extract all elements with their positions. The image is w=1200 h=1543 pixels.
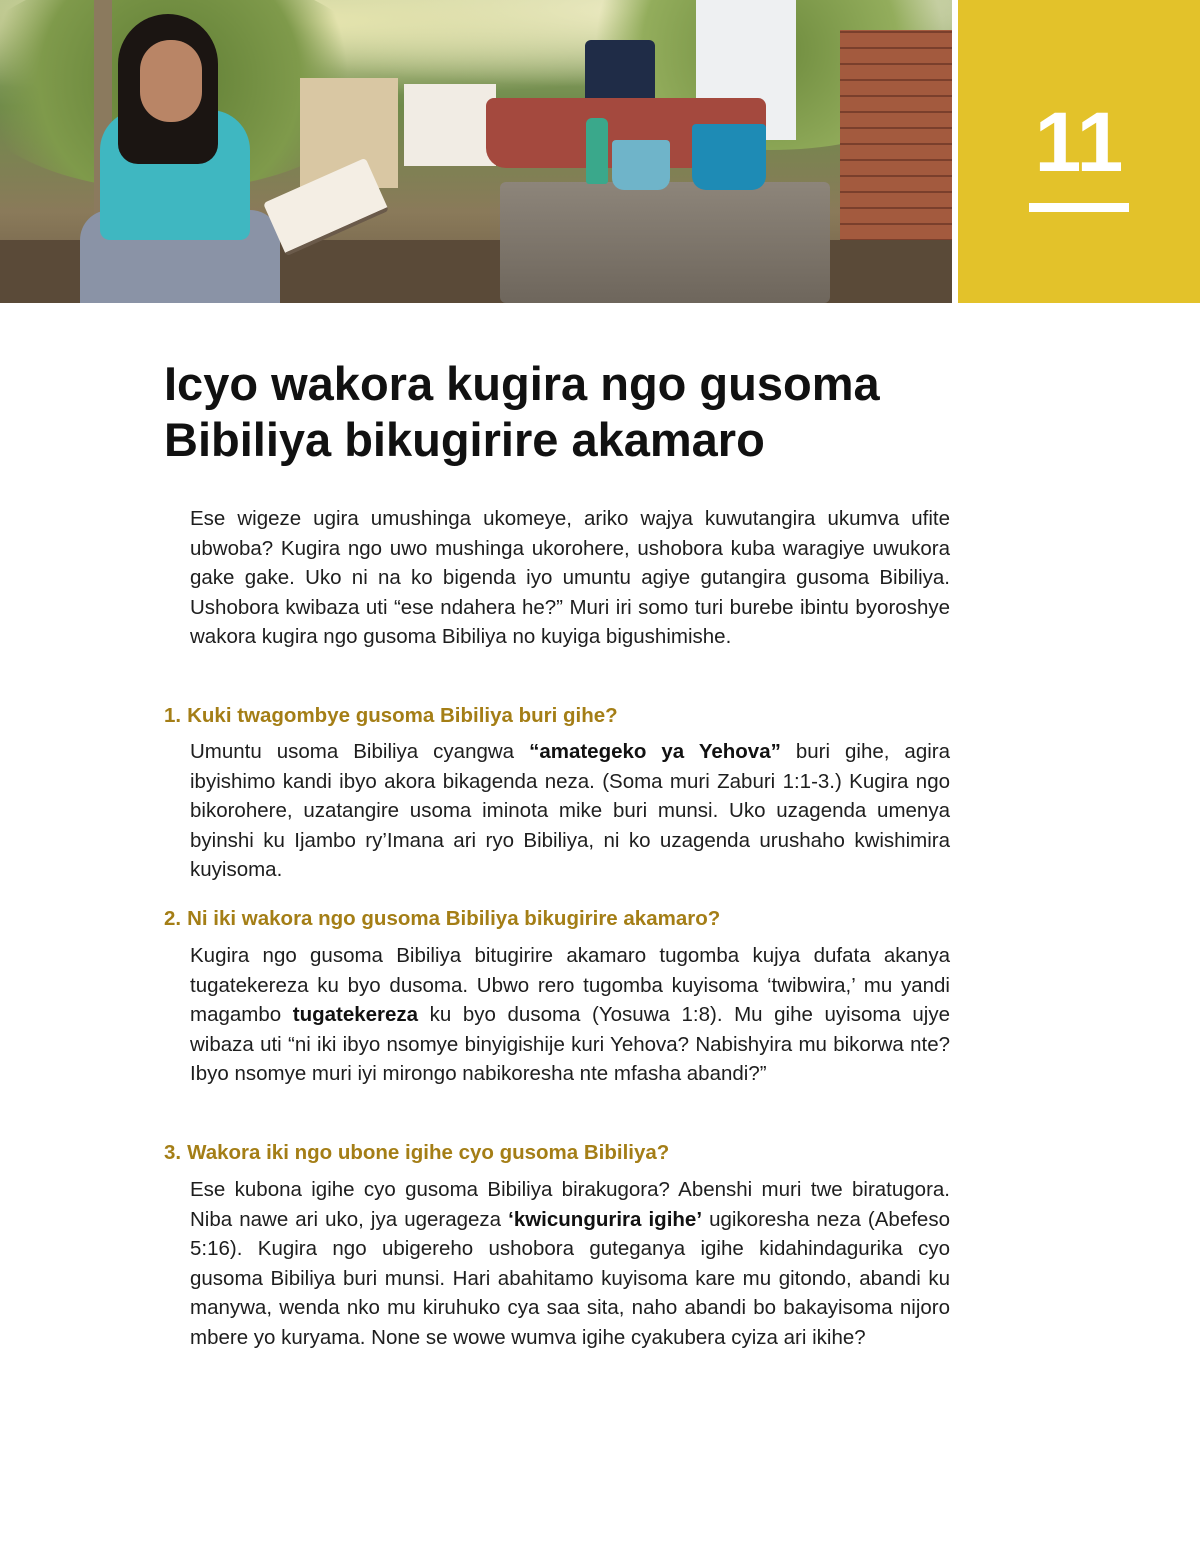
section-1-emphasis: “amategeko ya Yehova” (529, 740, 781, 763)
chapter-badge (958, 0, 1200, 303)
intro-paragraph: Ese wigeze ugira umushinga ukomeye, ariko wajya kuwutangira ukumva ufite ubwoba? Kugira ngo uwo mushinga ukorohere, ushobora kuba waragiye uwukora gake gake. Uko ni na ko bigenda iyo umuntu agiye gutangira gusoma Bibiliya. Ushobora kwibaza uti “ese ndahera he?” Muri iri somo turi burebe ibintu byoroshye wakora kugira ngo gusoma Bibiliya no kuyiga bigushimishe. (190, 507, 950, 648)
bucket (692, 124, 766, 190)
header-photo (0, 0, 952, 303)
chapter-number: 11 (1034, 95, 1124, 189)
section-1-text-b: buri gihe, agira ibyishimo kandi ibyo akora bikagenda neza. (Soma muri Zaburi 1:1-3.) Kugira ngo bikorohere, uzatangire usoma iminota mike buri munsi. Uko uzagenda umenya byinshi ku Ijambo ry’Imana ari ryo Bibiliya, ni ko uzagenda urushaho kwishimira kuyisoma. (190, 740, 951, 881)
section-3-heading-text: Wakora iki ngo ubone igihe cyo gusoma Bibiliya? (187, 1141, 670, 1164)
section-3-heading (164, 1139, 964, 1167)
section-1-paragraph (190, 737, 950, 885)
title-line-1: Icyo wakora kugira ngo gusoma (164, 357, 880, 410)
section-1-heading (164, 702, 964, 730)
section-3-text-b: ugikoresha neza (Abefeso 5:16). Kugira ngo ubigereho ushobora guteganya igihe kidahindagurika cyo gusoma Bibiliya buri munsi. Hari abahitamo kuyisoma kare mu gitondo, abandi ku manywa, wenda nko mu kiruhuko cya saa sita, naho abandi bo bakayisoma nijoro mbere yo kuryama. None se wowe wumva igihe cyakubera cyiza ari ikihe? (190, 1207, 950, 1349)
title-line-2: Bibiliya bikugirire akamaro (164, 413, 765, 466)
chapter-underline (1029, 203, 1129, 212)
section-2-heading (164, 905, 964, 933)
section-3-number: 3. (164, 1141, 182, 1164)
section-1-text-a: Umuntu usoma Bibiliya cyangwa (190, 740, 530, 763)
section-1-heading-text: Kuki twagombye gusoma Bibiliya buri gihe? (187, 704, 618, 727)
stone-sink-stand (500, 182, 830, 303)
section-1-number: 1. (164, 704, 182, 727)
section-2-emphasis: tugatekereza (292, 1003, 419, 1026)
page-title (164, 356, 1024, 468)
section-3-paragraph (190, 1175, 950, 1352)
section-2-text-b: ku byo dusoma (Yosuwa 1:8). Mu gihe uyisoma ujye wibaza uti “ni iki ibyo nsomye binyigishije kuri Yehova? Nabishyira mu bikorwa nte? Ibyo nsomye muri iyi mirongo nabikoresha nte mfasha abandi?” (190, 1003, 951, 1085)
section-2-paragraph (190, 941, 950, 1089)
section-2-heading-text: Ni iki wakora ngo gusoma Bibiliya bikugirire akamaro? (187, 907, 721, 930)
section-2-text-a: Kugira ngo gusoma Bibiliya bitugirire akamaro tugomba kujya dufata akanya tugatekereza ku byo dusoma. Ubwo rero tugomba kuyisoma ‘twibwira,’ mu yandi magambo (190, 944, 950, 1026)
section-3-emphasis: ‘kwicungurira igihe’ (508, 1207, 703, 1231)
section-3-text-a: Ese kubona igihe cyo gusoma Bibiliya birakugora? Abenshi muri twe biratugora. Niba nawe ari uko, jya ugerageza (190, 1178, 950, 1231)
reading-woman (140, 40, 202, 122)
section-2-number: 2. (164, 907, 182, 930)
